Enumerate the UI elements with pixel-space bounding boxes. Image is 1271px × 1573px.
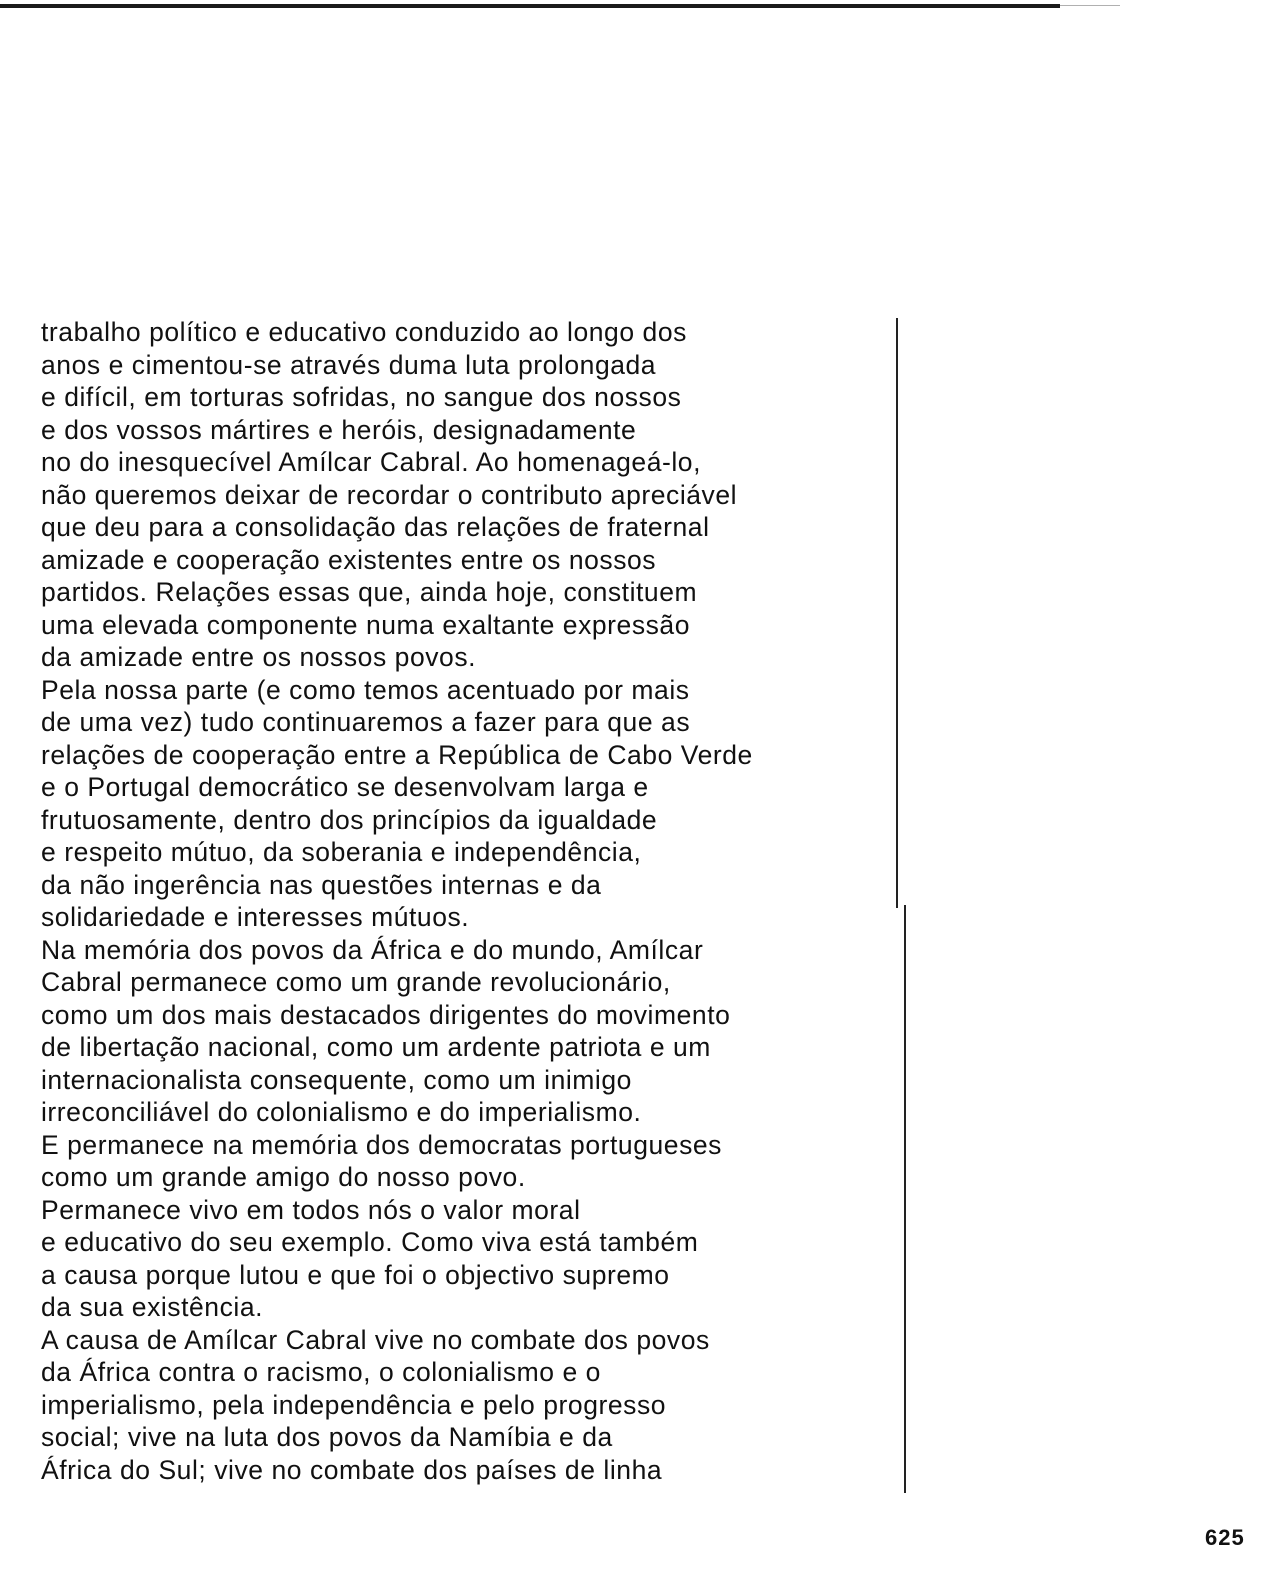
text-line: que deu para a consolidação das relações de fraternal [41,512,710,542]
text-line: e o Portugal democrático se desenvolvam larga e [41,772,649,802]
text-line: Pela nossa parte (e como temos acentuado por mais [41,674,690,705]
text-line: amizade e cooperação existentes entre os nossos [41,544,657,575]
text-line: social; vive na luta dos povos da Namíbia e da [41,1422,613,1452]
page-number: 625 [1205,1525,1245,1550]
text-line: e respeito mútuo, da soberania e independência, [41,837,642,867]
text-line: da África contra o racismo, o colonialismo e o [41,1357,601,1387]
text-line: da amizade entre os nossos povos. [41,642,477,672]
text-line: no do inesquecível Amílcar Cabral. Ao homenageá-lo, [41,447,702,477]
text-line: de libertação nacional, como um ardente patriota e um [41,1032,711,1062]
text-line: imperialismo, pela independência e pelo progresso [41,1389,667,1420]
text-line: e dos vossos mártires e heróis, designadamente [41,414,637,445]
text-line: solidariedade e interesses mútuos. [41,902,470,932]
text-line: da não ingerência nas questões internas e da [41,869,602,900]
text-line: África do Sul; vive no combate dos países de linha [41,1454,663,1485]
column-divider-rule [904,905,906,1493]
text-line: irreconciliável do colonialismo e do imperialismo. [41,1097,642,1127]
text-line: e educativo do seu exemplo. Como viva está também [41,1227,699,1257]
text-line: A causa de Amílcar Cabral vive no combate dos povos [41,1324,710,1355]
text-line: trabalho político e educativo conduzido ao longo dos [41,317,687,347]
text-line: partidos. Relações essas que, ainda hoje, constituem [41,577,698,607]
text-line: não queremos deixar de recordar o contributo apreciável [41,479,738,510]
top-border-rule-faint [1060,5,1120,6]
text-line: uma elevada componente numa exaltante expressão [41,609,691,640]
column-divider-rule [896,318,898,908]
text-line: E permanece na memória dos democratas portugueses [41,1129,722,1160]
text-line: como um grande amigo do nosso povo. [41,1162,526,1192]
body-text-column [41,316,901,1486]
text-line: de uma vez) tudo continuaremos a fazer para que as [41,707,691,737]
text-line: como um dos mais destacados dirigentes do movimento [41,999,731,1030]
top-border-rule [0,4,1060,8]
text-line: Na memória dos povos da África e do mundo, Amílcar [41,934,704,965]
text-line: relações de cooperação entre a República de Cabo Verde [41,739,753,770]
text-line: e difícil, em torturas sofridas, no sangue dos nossos [41,382,682,412]
text-line: anos e cimentou-se através duma luta prolongada [41,349,657,380]
text-line: a causa porque lutou e que foi o objectivo supremo [41,1259,670,1290]
text-line: internacionalista consequente, como um inimigo [41,1064,632,1095]
text-line: da sua existência. [41,1292,264,1322]
text-line: Permanece vivo em todos nós o valor moral [41,1194,581,1225]
text-line: Cabral permanece como um grande revolucionário, [41,967,671,997]
text-line: frutuosamente, dentro dos princípios da igualdade [41,804,658,835]
